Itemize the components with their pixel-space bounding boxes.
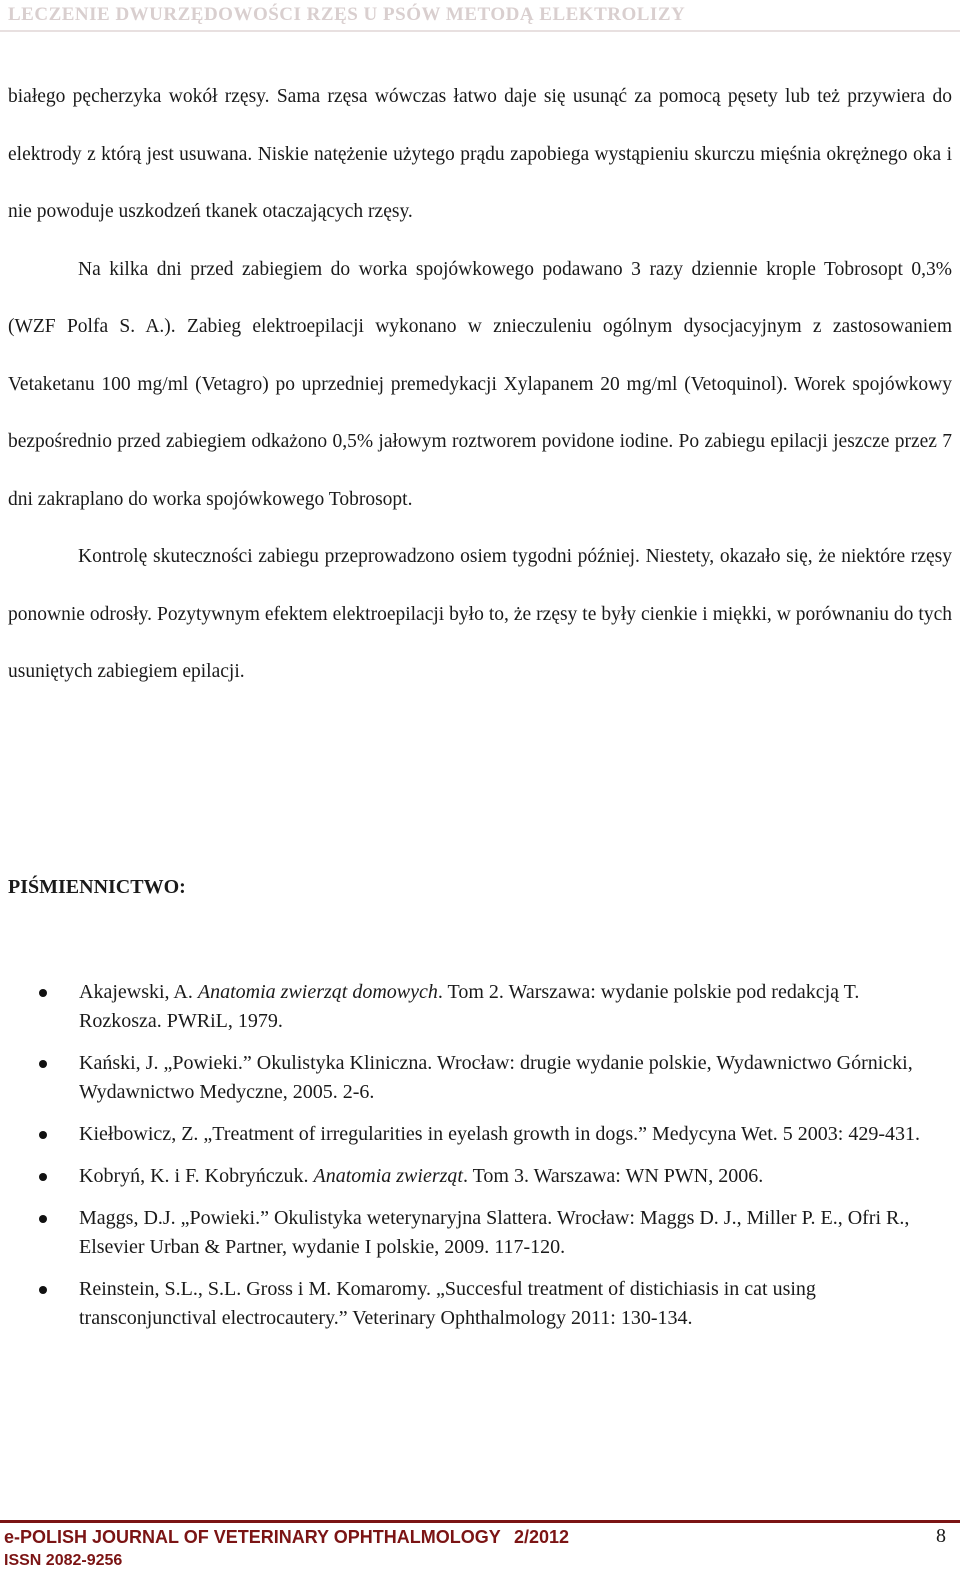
footer-journal-name: e-POLISH JOURNAL OF VETERINARY OPHTHALMOLOGY	[4, 1527, 501, 1547]
reference-text: Maggs, D.J. „Powieki.” Okulistyka weterynaryjna Slattera. Wrocław: Maggs D. J., Miller P. E., Ofri R., Elsevier Urban & Partner, wydanie I polskie, 2009. 117-120.	[79, 1207, 910, 1258]
reference-item	[0, 1049, 944, 1107]
bullet-icon	[39, 1131, 47, 1139]
reference-text: Kiełbowicz, Z. „Treatment of irregularities in eyelash growth in dogs.” Medycyna Wet. 5 2003: 429-431.	[79, 1123, 920, 1145]
reference-text: . Tom 2. Warszawa: wydanie polskie pod redakcją T. Rozkosza. PWRiL, 1979.	[79, 981, 860, 1032]
bullet-icon	[39, 1173, 47, 1181]
references-heading: PIŚMIENNICTWO:	[8, 876, 186, 898]
footer-divider	[0, 1520, 960, 1523]
reference-text: Kański, J. „Powieki.” Okulistyka Kliniczna. Wrocław: drugie wydanie polskie, Wydawnictwo Górnicki, Wydawnictwo Medyczne, 2005. 2-6.	[79, 1052, 913, 1103]
bullet-icon	[39, 1286, 47, 1294]
body-paragraph: Na kilka dni przed zabiegiem do worka spojówkowego podawano 3 razy dziennie krople Tobrosopt 0,3% (WZF Polfa S. A.). Zabieg elektroepilacji wykonano w znieczuleniu ogólnym dysocjacyjnym z zastosowaniem Vetaketanu 100 mg/ml (Vetagro) po uprzedniej premedykacji Xylapanem 20 mg/ml (Vetoquinol). Worek spojówkowy bezpośrednio przed zabiegiem odkażono 0,5% jałowym roztworem povidone iodine. Po zabiegu epilacji jeszcze przez 7 dni zakraplano do worka spojówkowego Tobrosopt.	[8, 258, 952, 510]
article-body	[8, 68, 952, 701]
footer-issue-number: 2/2012	[514, 1527, 570, 1547]
bullet-icon	[39, 1215, 47, 1223]
reference-item	[0, 978, 944, 1036]
reference-title: Anatomia zwierząt	[313, 1165, 463, 1187]
references-list	[0, 978, 944, 1346]
reference-item	[0, 1275, 944, 1333]
reference-text: Kobryń, K. i F. Kobryńczuk.	[79, 1165, 314, 1187]
page-number: 8	[936, 1525, 946, 1547]
reference-item	[0, 1120, 944, 1149]
bullet-icon	[39, 989, 47, 997]
reference-title: Anatomia zwierząt domowych	[197, 981, 438, 1003]
reference-text: . Tom 3. Warszawa: WN PWN, 2006.	[462, 1165, 764, 1187]
reference-text: Reinstein, S.L., S.L. Gross i M. Komaromy. „Succesful treatment of distichiasis in cat using transconjunctival electrocautery.” Veterinary Ophthalmology 2011: 130-134.	[79, 1278, 816, 1329]
reference-text: Akajewski, A.	[79, 981, 198, 1003]
header-divider	[0, 30, 960, 32]
running-header-title: LECZENIE DWURZĘDOWOŚCI RZĘS U PSÓW METODĄ ELEKTROLIZY	[8, 4, 686, 25]
body-paragraph: Kontrolę skuteczności zabiegu przeprowadzono osiem tygodni później. Niestety, okazało się, że niektóre rzęsy ponownie odrosły. Pozytywnym efektem elektroepilacji było to, że rzęsy te były cienkie i miękki, w porównaniu do tych usuniętych zabiegiem epilacji.	[8, 546, 952, 682]
reference-item	[0, 1204, 944, 1262]
bullet-icon	[39, 1060, 47, 1068]
body-paragraph: białego pęcherzyka wokół rzęsy. Sama rzęsa wówczas łatwo daje się usunąć za pomocą pęsety lub też przywiera do elektrody z którą jest usuwana. Niskie natężenie użytego prądu zapobiega wystąpieniu skurczu mięśnia okrężnego oka i nie powoduje uszkodzeń tkanek otaczających rzęsy.	[8, 86, 952, 222]
footer-issn: ISSN 2082-9256	[4, 1552, 123, 1569]
reference-item	[0, 1162, 944, 1191]
